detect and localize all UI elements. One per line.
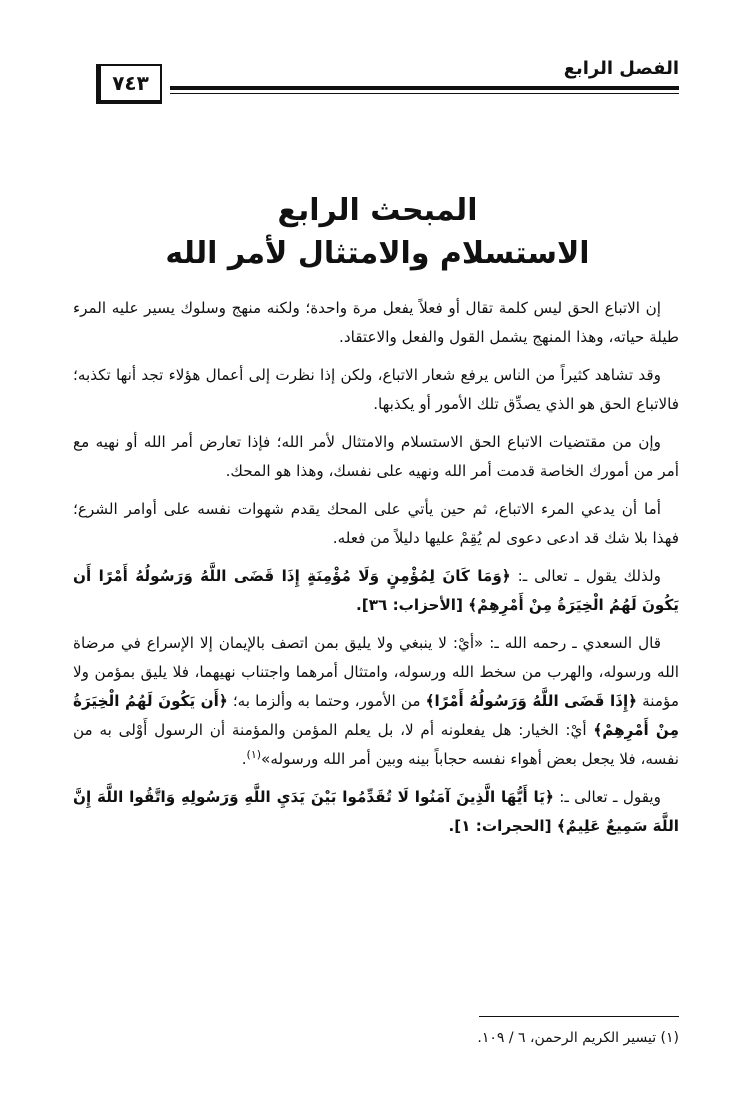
body-text (73, 294, 679, 850)
footnote-separator (479, 1016, 679, 1017)
paragraph-6-part3: أيْ: الخيار: هل يفعلونه أم لا، بل يعلم المؤمن والمؤمنة أن الرسول أَوْلى به من نفسه، فلا يجعل بعض أهواء نفسه حجاباً بينه وبين أمر الله ورسوله» (73, 721, 679, 768)
paragraph-2: وقد تشاهد كثيراً من الناس يرفع شعار الاتباع، ولكن إذا نظرت إلى أعمال هؤلاء تجد أنها تكذبه؛ فالاتباع الحق هو الذي يصدِّق تلك الأمور أو يكذبها. (73, 366, 679, 413)
quran-verse-ahzab: ﴿وَمَا كَانَ لِمُؤْمِنٍ وَلَا مُؤْمِنَةٍ إِذَا قَضَى اللَّهُ وَرَسُولُهُ أَمْرًا أَن يَكُونَ لَهُمُ الْخِيَرَةُ مِنْ أَمْرِهِمْ﴾ (73, 567, 679, 614)
header-rule-thin (170, 93, 679, 94)
footnote-reference: (١) (246, 747, 262, 761)
paragraph-5-lead: ولذلك يقول ـ تعالى ـ: (510, 567, 661, 585)
page-number: ٧٤٣ (112, 71, 149, 95)
section-title-line2: الاستسلام والامتثال لأمر الله (165, 236, 590, 271)
paragraph-1: إن الاتباع الحق ليس كلمة تقال أو فعلاً يفعل مرة واحدة؛ ولكنه منهج وسلوك يسير عليه المرء طيلة حياته، وهذا المنهج يشمل القول والفعل والاعتقاد. (73, 299, 679, 346)
paragraph-5 (73, 562, 679, 620)
paragraph-4: أما أن يدعي المرء الاتباع، ثم حين يأتي على المحك يقدم شهوات نفسه على أوامر الشرع؛ فهذا بلا شك قد ادعى دعوى لم يُقِمْ عليها دليلاً من فعله. (73, 500, 679, 547)
quran-verse-inline-1: ﴿إِذَا قَضَى اللَّهُ وَرَسُولُهُ أَمْرًا﴾ (425, 692, 638, 710)
paragraph-6-part1: قال السعدي ـ رحمه الله ـ: «أيْ: لا ينبغي ولا يليق بمن اتصف بالإيمان إلا الإسراع في مرضاة الله ورسوله، والهرب من سخط الله ورسوله، وامتثال أمرهما واجتناب نهيهما، فلا يليق بمؤمن ولا مؤمنة (73, 634, 679, 710)
paragraph-6 (73, 629, 679, 774)
paragraph-3: وإن من مقتضيات الاتباع الحق الاستسلام والامتثال لأمر الله؛ فإذا تعارض أمر الله أو نهيه مع أمر من أمورك الخاصة قدمت أمر الله ونهيه على نفسك، وهذا هو المحك. (73, 433, 679, 480)
verse-reference-ahzab: [الأحزاب: ٣٦]. (356, 596, 469, 614)
running-header-chapter: الفصل الرابع (563, 58, 679, 79)
quran-verse-inline-2: ﴿أَن يَكُونَ لَهُمُ الْخِيَرَةُ مِنْ أَمْرِهِمْ﴾ (73, 692, 679, 739)
page-number-box (96, 64, 162, 104)
quran-verse-hujurat: ﴿يَا أَيُّهَا الَّذِينَ آمَنُوا لَا تُقَدِّمُوا بَيْنَ يَدَيِ اللَّهِ وَرَسُولِهِ وَاتَّقُوا اللَّهَ إِنَّ اللَّهَ سَمِيعٌ عَلِيمٌ﴾ (73, 788, 679, 835)
verse-reference-hujurat: [الحجرات: ١]. (448, 817, 557, 835)
section-title-line1: المبحث الرابع (277, 193, 478, 228)
paragraph-6-part2: من الأمور، وحتما به وألزما به؛ (227, 692, 426, 710)
footnote: (١) تيسير الكريم الرحمن، ٦ / ١٠٩. (477, 1030, 679, 1046)
paragraph-6-end: . (241, 750, 247, 768)
paragraph-7 (73, 783, 679, 841)
header-rule-thick (170, 86, 679, 90)
paragraph-7-lead: ويقول ـ تعالى ـ: (553, 788, 661, 806)
